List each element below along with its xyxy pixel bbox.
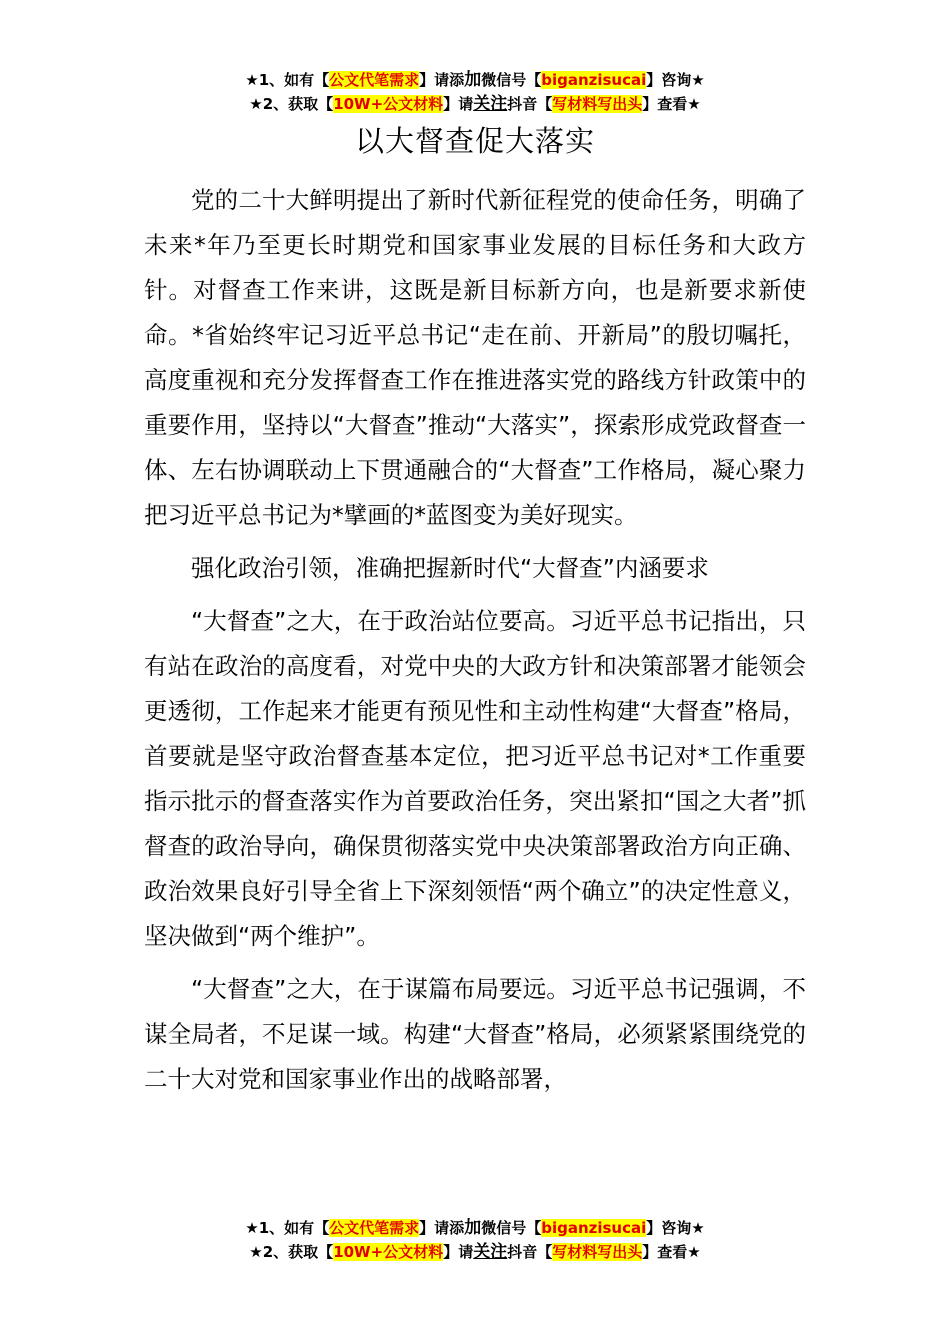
- promo-text: 关注: [473, 94, 508, 114]
- promo-line-2: [0, 1240, 950, 1264]
- promo-text: 关注: [473, 1242, 508, 1262]
- promo-highlight: 10W+公文材料: [333, 95, 444, 113]
- promo-text: 微信号【: [481, 71, 542, 89]
- promo-text: 加: [464, 1218, 482, 1238]
- promo-line-2: [0, 92, 950, 116]
- promo-douyin-id: 写材料写出头: [552, 1243, 643, 1261]
- promo-text: 】请添: [419, 71, 465, 89]
- promo-highlight: 10W+公文材料: [333, 1243, 444, 1261]
- promo-text: 】查看★: [642, 95, 701, 113]
- promo-text: ★2、获取【: [249, 1243, 334, 1261]
- footer-promo-banner: [0, 1216, 950, 1264]
- promo-text: 】请添: [419, 1219, 465, 1237]
- section-heading: 强化政治引领，准确把握新时代“大督查”内涵要求: [191, 554, 709, 582]
- promo-wechat-id: biganzisucai: [541, 1219, 647, 1237]
- paragraph: “大督查”之大，在于谋篇布局要远。习近平总书记强调，不谋全局者，不足谋一域。构建“大督查”格局，必须紧紧围绕党的二十大对党和国家事业作出的战略部署，: [144, 975, 806, 1093]
- promo-text: ★1、如有【: [245, 1219, 330, 1237]
- promo-wechat-id: biganzisucai: [541, 71, 647, 89]
- promo-text: 】咨询★: [646, 71, 705, 89]
- promo-text: 】请: [443, 95, 474, 113]
- promo-highlight: 公文代笔需求: [329, 71, 420, 89]
- promo-line-1: [0, 1216, 950, 1240]
- promo-text: 加: [464, 70, 482, 90]
- promo-highlight: 公文代笔需求: [329, 1219, 420, 1237]
- promo-text: 】请: [443, 1243, 474, 1261]
- document-title: 以大督查促大落实: [354, 124, 595, 158]
- promo-text: 】咨询★: [646, 1219, 705, 1237]
- promo-text: 抖音【: [507, 95, 553, 113]
- promo-text: 】查看★: [642, 1243, 701, 1261]
- promo-line-1: [0, 68, 950, 92]
- paragraph: “大督查”之大，在于政治站位要高。习近平总书记指出，只有站在政治的高度看，对党中央的大政方针和决策部署才能领会更透彻，工作起来才能更有预见性和主动性构建“大督查”格局，首要就是坚守政治督查基本定位，把习近平总书记对*工作重要指示批示的督查落实作为首要政治任务，突出紧扣“国之大者”抓督查的政治导向，确保贯彻落实党中央决策部署政治方向正确、政治效果良好引导全省上下深刻领悟“两个确立”的决定性意义，坚决做到“两个维护”。: [144, 607, 806, 950]
- document-body: [144, 178, 806, 1102]
- promo-text: ★1、如有【: [245, 71, 330, 89]
- promo-text: 抖音【: [507, 1243, 553, 1261]
- header-promo-banner: [0, 68, 950, 116]
- promo-text: ★2、获取【: [249, 95, 334, 113]
- promo-text: 微信号【: [481, 1219, 542, 1237]
- paragraph: 党的二十大鲜明提出了新时代新征程党的使命任务，明确了未来*年乃至更长时期党和国家事业发展的目标任务和大政方针。对督查工作来讲，这既是新目标新方向，也是新要求新使命。*省始终牢记习近平总书记“走在前、开新局”的殷切嘱托，高度重视和充分发挥督查工作在推进落实党的路线方针政策中的重要作用，坚持以“大督查”推动“大落实”，探索形成党政督查一体、左右协调联动上下贯通融合的“大督查”工作格局，凝心聚力把习近平总书记为*擘画的*蓝图变为美好现实。: [144, 186, 806, 529]
- promo-douyin-id: 写材料写出头: [552, 95, 643, 113]
